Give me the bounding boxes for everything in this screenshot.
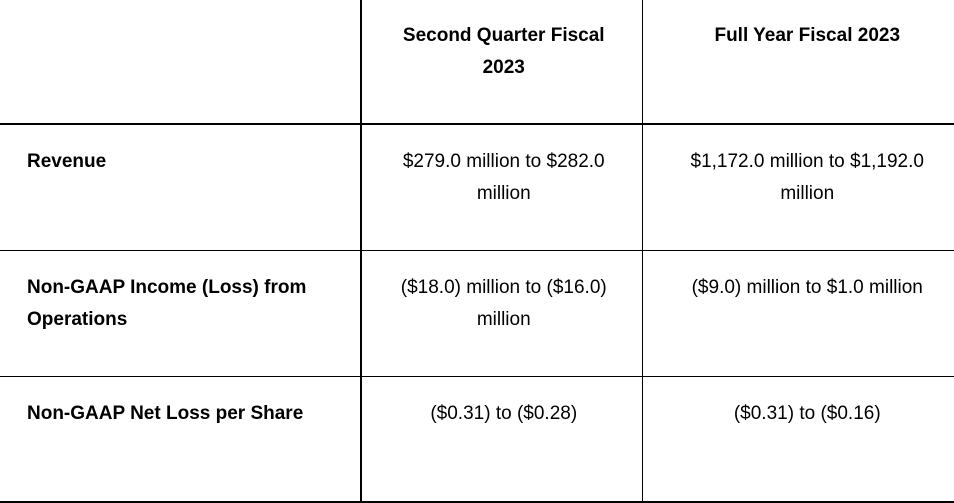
revenue-fy-value: $1,172.0 million to $1,192.0 million — [642, 124, 954, 250]
table-header-row — [0, 0, 954, 124]
row-label-net-loss-per-share: Non-GAAP Net Loss per Share — [0, 376, 361, 502]
row-label-income-from-operations: Non-GAAP Income (Loss) from Operations — [0, 250, 361, 376]
income-fy-value: ($9.0) million to $1.0 million — [642, 250, 954, 376]
net-loss-fy-value: ($0.31) to ($0.16) — [642, 376, 954, 502]
income-q2-value: ($18.0) million to ($16.0) million — [361, 250, 642, 376]
table-row — [0, 250, 954, 376]
header-full-year: Full Year Fiscal 2023 — [642, 0, 954, 124]
net-loss-q2-value: ($0.31) to ($0.28) — [361, 376, 642, 502]
table-row — [0, 124, 954, 250]
row-label-revenue: Revenue — [0, 124, 361, 250]
revenue-q2-value: $279.0 million to $282.0 million — [361, 124, 642, 250]
header-second-quarter: Second Quarter Fiscal 2023 — [361, 0, 642, 124]
header-cell-empty — [0, 0, 361, 124]
table-row — [0, 376, 954, 502]
